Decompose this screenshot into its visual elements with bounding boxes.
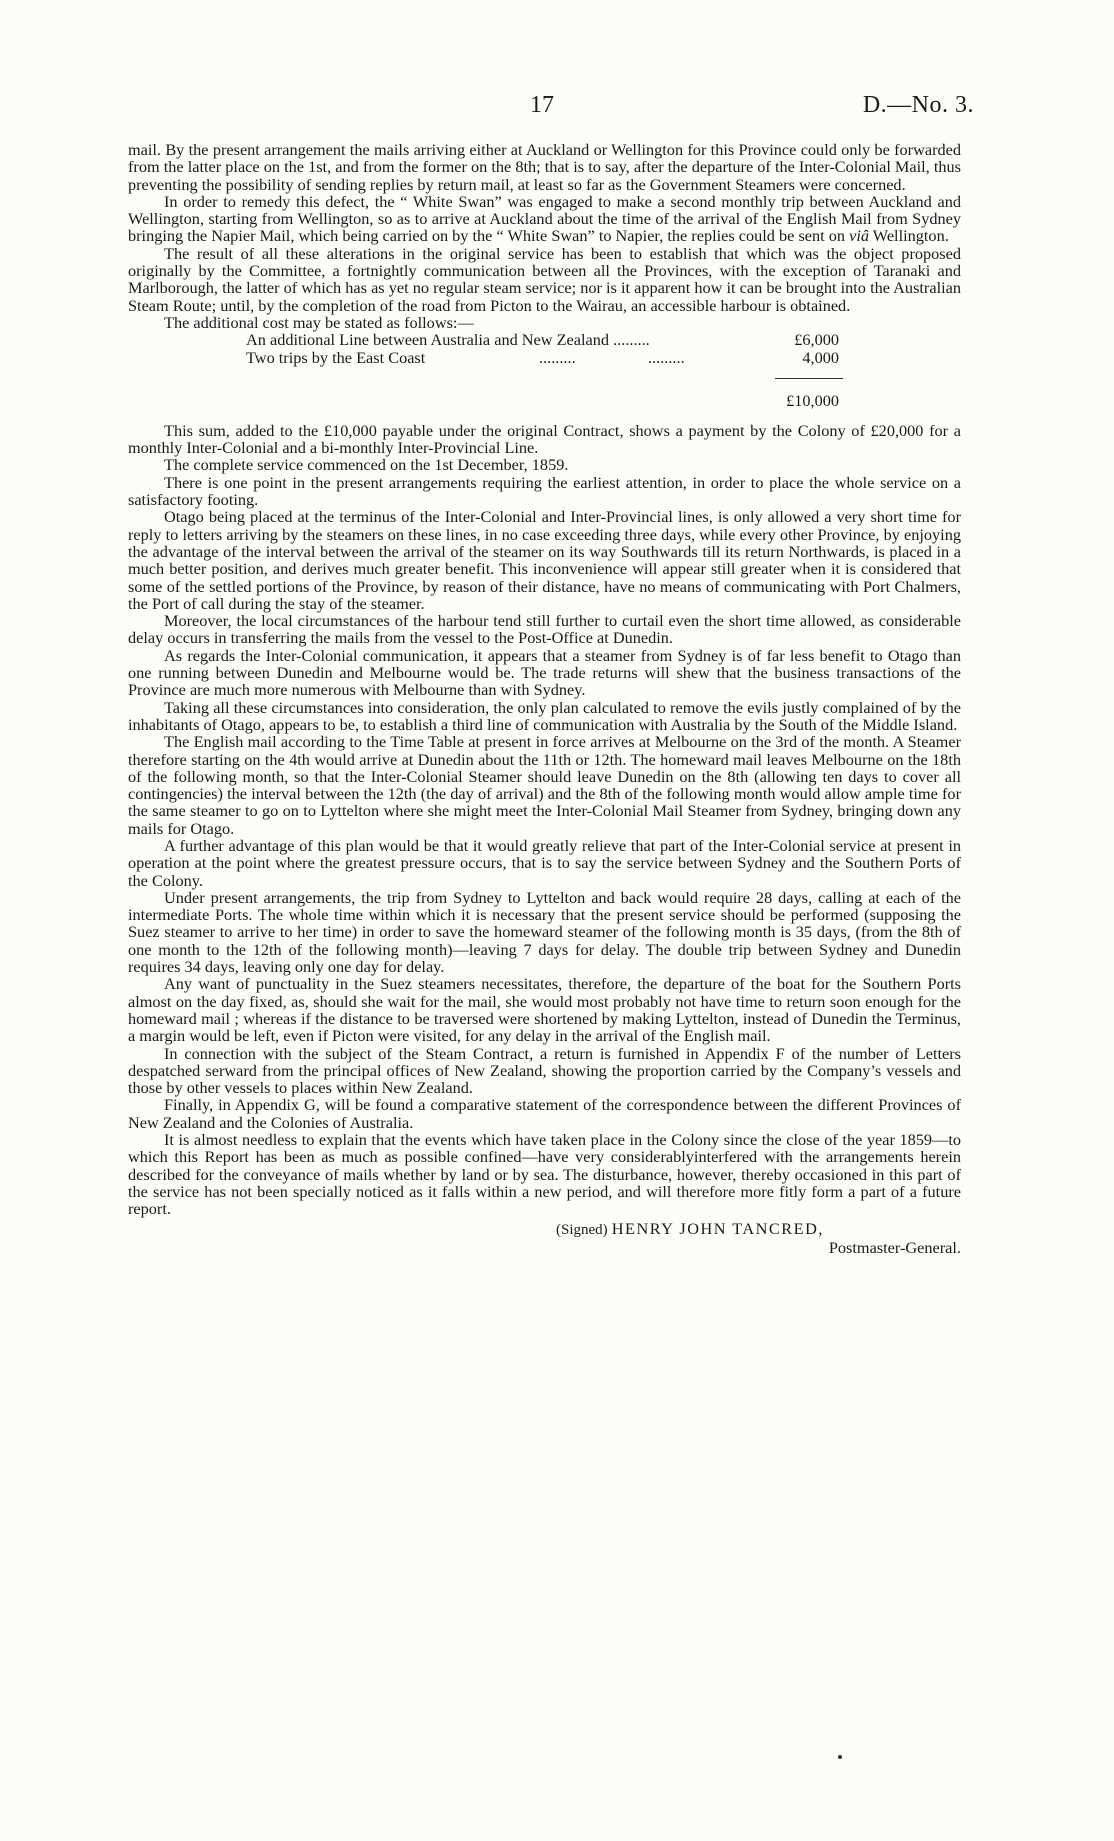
cost-total-amount: £10,000 (786, 390, 839, 410)
signature-block (128, 1220, 961, 1260)
leader-dots: ......... (539, 347, 576, 367)
paragraph: As regards the Inter-Colonial communication, it appears that a steamer from Sydney is of far less benefit to Otago than one running between Dunedin and Melbourne would be. The trade returns will shew that the business transactions of the Province are much more numerous with Melbourne than with Sydney. (128, 645, 961, 700)
paragraph: The additional cost may be stated as follows:— (164, 312, 474, 332)
italic-term: viâ (849, 226, 869, 246)
page-number: 17 (530, 92, 554, 118)
signed-label: (Signed) (556, 1221, 608, 1238)
paragraph: Any want of punctuality in the Suez steamers necessitates, therefore, the departure of the boat for the Southern Ports almost on the day fixed, as, should she wait for the mail, she would most probably not have time to return soon enough for the homeward mail ; whereas if the distance to be traversed were shortened by making Lyttelton, instead of Dunedin the Terminus, a margin would be left, even if Picton were visited, for any delay in the arrival of the English mail. (128, 974, 961, 1046)
paragraph: The result of all these alterations in the original service has been to establish that which was the object proposed originally by the Committee, a fortnightly communication between all the Provinces, with the exception of Taranaki and Marlborough, the latter of which has as yet no regular steam service; nor is it apparent how it can be brought into the Australian Steam Route; until, by the completion of the road from Picton to the Wairau, an accessible harbour is obtained. (128, 243, 961, 315)
cost-amount: 4,000 (802, 347, 839, 367)
paragraph: This sum, added to the £10,000 payable under the original Contract, shows a payment by the Colony of £20,000 for a monthly Inter-Colonial and a bi-monthly Inter-Provincial Line. (128, 420, 961, 458)
paragraph: mail. By the present arrangement the mails arriving either at Auckland or Wellington for this Province could only be forwarded from the latter place on the 1st, and from the former on the 8th; that is to say, after the departure of the Inter-Colonial Mail, thus preventing the possibility of sending replies by return mail, at least so far as the Government Steamers were concerned. (128, 140, 961, 194)
paragraph: Otago being placed at the terminus of the Inter-Colonial and Inter-Provincial lines, is only allowed a very short time for reply to letters arriving by the steamers on these lines, in no case exceeding three days, while every other Province, by enjoying the advantage of the interval between the arrival of the steamer on its way Southwards till its return Northwards, is placed in a much better position, and derives much greater benefit. This inconvenience will appear still greater when it is considered that some of the settled portions of the Province, by reason of their distance, have no means of communicating with Port Chalmers, the Port of call during the stay of the steamer. (128, 507, 961, 613)
total-rule (128, 366, 961, 392)
paragraph: There is one point in the present arrangements requiring the earliest attention, in order to place the whole service on a satisfactory footing. (128, 472, 961, 510)
cost-row (128, 349, 961, 366)
paragraph: The English mail according to the Time Table at present in force arrives at Melbourne on the 3rd of the month. A Steamer therefore starting on the 4th would arrive at Dunedin about the 11th or 12th. The homeward mail leaves Melbourne on the 18th of the following month, so that the Inter-Colonial Steamer should leave Dunedin on the 8th (allowing ten days to cover all contingencies) the interval between the 12th (the day of arrival) and the 8th of the following month would allow ample time for the same steamer to go on to Lyttelton where she might meet the Inter-Colonial Mail Steamer from Sydney, bringing down any mails for Otago. (128, 732, 961, 838)
cost-description: An additional Line between Australia and New Zealand ......... (246, 330, 650, 350)
ink-mark (838, 1755, 842, 1759)
signatory-name: HENRY JOHN TANCRED, (611, 1218, 824, 1238)
document-reference: D.—No. 3. (862, 92, 974, 118)
page-header (0, 92, 1114, 122)
paragraph-text: Wellington. (868, 226, 949, 246)
paragraph (128, 193, 961, 245)
paragraph: In connection with the subject of the Steam Contract, a return is furnished in Appendix F of the number of Letters despatched serward from the principal offices of New Zealand, showing the proportion carried by the Company’s vessels and those by other vessels to places within New Zealand. (128, 1043, 961, 1098)
cost-table (128, 331, 961, 422)
cost-description: Two trips by the East Coast (246, 347, 426, 367)
report-body (128, 141, 961, 1260)
paragraph: The complete service commenced on the 1st December, 1859. (164, 455, 569, 475)
signatory-title: Postmaster-General. (828, 1237, 961, 1257)
paragraph: A further advantage of this plan would be that it would greatly relieve that part of the Inter-Colonial service at present in operation at the point where the greatest pressure occurs, that is to say the service between Sydney and the Southern Ports of the Colony. (128, 835, 961, 890)
cost-row (128, 331, 961, 348)
paragraph: Moreover, the local circumstances of the harbour tend still further to curtail even the short time allowed, as considerable delay occurs in transferring the mails from the vessel to the Post-Office at Dunedin. (128, 611, 961, 648)
paragraph: Under present arrangements, the trip from Sydney to Lyttelton and back would require 28 days, calling at each of the intermediate Ports. The whole time within which it is necessary that the present service should be performed (supposing the Suez steamer to arrive to her time) in order to save the homeward steamer of the following month is 35 days, (from the 8th of one month to the 12th of the following month)—leaving 7 days for delay. The double trip between Sydney and Dunedin requires 34 days, leaving only one day for delay. (128, 887, 961, 977)
paragraph-text: In order to remedy this defect, the “ White Swan” was engaged to make a second monthly trip between Auckland and Wellington, starting from Wellington, so as to arrive at Auckland about the time of the arrival of the English Mail from Sydney bringing the Napier Mail, which being carried on by the “ White Swan” to Napier, the replies could be sent on (128, 191, 961, 246)
paragraph: Finally, in Appendix G, will be found a comparative statement of the correspondence between the different Provinces of New Zealand and the Colonies of Australia. (128, 1095, 961, 1132)
cost-amount: £6,000 (794, 330, 839, 350)
leader-dots: ......... (648, 347, 685, 367)
paragraph: Taking all these circumstances into consideration, the only plan calculated to remove the evils justly complained of by the inhabitants of Otago, appears to be, to establish a third line of communication with Australia by the South of the Middle Island. (128, 697, 961, 734)
paragraph: It is almost needless to explain that the events which have taken place in the Colony since the close of the year 1859—to which this Report has been as much as possible confined—have very considerablyinterfered with the arrangements herein described for the conveyance of mails whether by land or by sea. The disturbance, however, thereby occasioned in this part of the service has not been specially noticed as it falls within a new period, and will therefore more fitly form a part of a future report. (128, 1130, 961, 1219)
signature-line (556, 1220, 824, 1239)
cost-total (128, 392, 961, 422)
